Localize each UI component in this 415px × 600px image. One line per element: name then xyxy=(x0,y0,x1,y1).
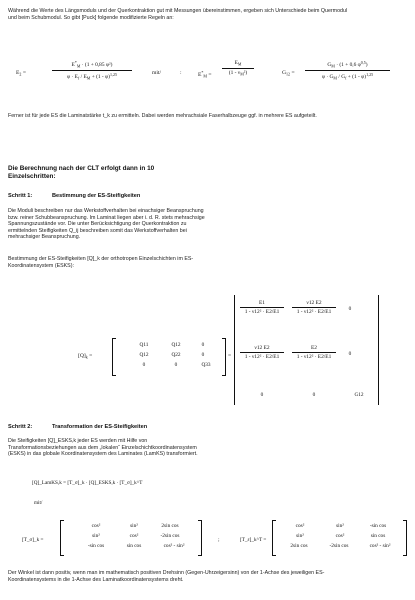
eq1-fraction: $\frac{E^*_M \cdot (1 + 0,85 \varphi^2)}{\varphi \cdot E_f / E_M + (1 - \varphi)^{1,25}}$ xyxy=(52,60,132,80)
t-eps-right-bracket xyxy=(403,520,407,556)
teps-cell-11: cos² xyxy=(295,523,305,529)
q-cell-23: 0 xyxy=(201,352,205,358)
q-cell-33: Q33 xyxy=(201,362,211,368)
mit-label-2: mit/ xyxy=(34,500,43,506)
q-cell-32: 0 xyxy=(174,362,178,368)
tsig-cell-12: sin² xyxy=(130,523,138,529)
rhs-r2c3: 0 xyxy=(348,351,352,357)
tsig-cell-32: sin cos xyxy=(126,543,142,549)
tsig-cell-33: cos² - sin² xyxy=(163,543,185,549)
tsig-cell-22: cos² xyxy=(129,533,139,539)
rhs-r1c3: 0 xyxy=(348,306,352,312)
q-matrix-left-bracket xyxy=(112,338,116,376)
q-cell-31: 0 xyxy=(142,362,146,368)
t-eps-lhs: [T_ε]_k^T = xyxy=(240,537,267,543)
eq1-colon: : xyxy=(180,70,182,76)
step1-title: Bestimmung der ES-Steifigkeiten xyxy=(52,193,141,199)
q-cell-13: 0 xyxy=(201,342,205,348)
teps-cell-33: cos² - sin² xyxy=(369,543,391,549)
step1-number: Schritt 1: xyxy=(8,193,33,199)
rhs-r2c2: $\frac{E2}{\text{1 - ν12² · E2/E1}}$ xyxy=(292,345,336,360)
eq3-lhs: $G_{12}$ = xyxy=(282,70,295,77)
teps-cell-12: sin² xyxy=(336,523,344,529)
section-heading: Die Berechnung nach der CLT erfolgt dann in 10 Einzelschritten: xyxy=(8,165,155,180)
step1-paragraph: Die Moduli beschreiben nur das Werkstoffverhalten bei einachsiger Beanspruchung bzw. reiner Schubbeanspruchung. Im Laminat liegen aber i. d. R. stets mehrachsige Spannungszustände vor. Die unter Berücksichtigung der Querkontraktion zu ermittelnden Steifigkeiten Q_ij beschreiben somit das Werkstoffverhalten bei mehrachsiger Beanspruchung. xyxy=(8,208,205,241)
tsig-cell-13: 2sin cos xyxy=(161,523,179,529)
tsig-cell-21: sin² xyxy=(92,533,100,539)
rhs-r3c2: 0 xyxy=(312,392,316,398)
q-cell-12: Q12 xyxy=(171,342,181,348)
tsig-cell-11: cos² xyxy=(91,523,101,529)
q-matrix-equals: = xyxy=(228,353,232,359)
teps-cell-13: -sin cos xyxy=(369,523,387,529)
rhs-r2c1: $\frac{\nu 12 E2}{\text{1 - ν12² · E2/E1}}$ xyxy=(240,345,284,360)
intro-paragraph: Während die Werte des Längsmoduls und der Querkontraktion gut mit Messungen übereinstimmen, ergeben sich Unterschiede beim Quermodul und beim Schubmodul. So gibt [Puck] folgende modifizierte Regeln an: xyxy=(8,8,348,21)
transform-equation: [Q]_LamKS,k = [T_σ]_k · [Q]_ESKS,k · [T_σ]_k^T xyxy=(32,480,143,486)
t-eps-left-bracket xyxy=(272,520,276,556)
t-sigma-right-bracket xyxy=(198,520,202,556)
semicolon-separator: ; xyxy=(218,537,220,543)
eq2-lhs: $E^*_M$ = xyxy=(198,70,212,79)
rhs-matrix-right-bar xyxy=(378,295,379,405)
step2-number: Schritt 2: xyxy=(8,424,33,430)
step2-title: Transformation der ES-Steifigkeiten xyxy=(52,424,148,430)
teps-cell-23: sin cos xyxy=(370,533,386,539)
rhs-r3c1: 0 xyxy=(260,392,264,398)
step2-paragraph: Die Steifigkeiten [Q]_ESKS,k jeder ES werden mit Hilfe von Transformationsbeziehungen aus dem „lokalen“ Einzelschichtkoordinatensystem (ESKS) in das globale Koordinatensystem des Laminates (LamKS) transformiert. xyxy=(8,438,198,458)
tsig-cell-23: -2sin cos xyxy=(160,533,180,539)
teps-cell-31: 2sin cos xyxy=(290,543,308,549)
teps-cell-21: sin² xyxy=(296,533,304,539)
t-sigma-lhs: [T_σ]_k = xyxy=(22,537,44,543)
tsig-cell-31: -sin cos xyxy=(87,543,105,549)
rhs-r1c2: $\frac{\nu 12 E2}{\text{1 - ν12² · E2/E1}}$ xyxy=(292,300,336,315)
rhs-r3c3: G12 xyxy=(354,392,364,398)
teps-cell-22: cos² xyxy=(335,533,345,539)
t-sigma-left-bracket xyxy=(60,520,64,556)
angle-paragraph: Der Winkel ist dann positiv, wenn man im mathematisch positiven Drehsinn (Gegen-Uhrzeigersinn) von der 1-Achse des jeweiligen ES-Koordinatensystems in die 1-Achse des Laminatkoordinatensystems dreht. xyxy=(8,570,325,583)
q-matrix-lhs: $[Q]_k$ = xyxy=(78,353,93,360)
teps-cell-32: -2sin cos xyxy=(329,543,349,549)
eq2-fraction: $\frac{E_M}{(1 - \nu_M^2)}$ xyxy=(222,60,254,76)
step1-paragraph-2: Bestimmung der ES-Steifigkeiten [Q]_k der orthotropen Einzelschichten im ES-Koordinatensystem (ESKS): xyxy=(8,256,194,269)
eq3-fraction: $\frac{G_M \cdot (1 + 0,6 \varphi^{0,5})}{\varphi \cdot G_M / G_f + (1 - \varphi)^{1,25}}$ xyxy=(305,60,390,80)
q-cell-22: Q22 xyxy=(171,352,181,358)
step1-heading xyxy=(8,193,140,199)
q-cell-21: Q12 xyxy=(139,352,149,358)
step2-heading xyxy=(8,424,147,430)
q-cell-11: Q11 xyxy=(139,342,149,348)
rhs-matrix-left-bar xyxy=(234,295,235,405)
eq1-lhs: $E_2$ = xyxy=(16,70,26,77)
rhs-r1c1: $\frac{E1}{\text{1 - ν12² · E2/E1}}$ xyxy=(240,300,284,315)
thickness-paragraph: Ferner ist für jede ES die Laminatstärke t_k zu ermitteln. Dabei werden mehrachsiale Faserhalbzeuge ggf. in mehrere ES aufgeteilt. xyxy=(8,113,317,119)
eq1-mit-label: mit/ xyxy=(152,70,162,76)
q-matrix-right-bracket xyxy=(222,338,226,376)
